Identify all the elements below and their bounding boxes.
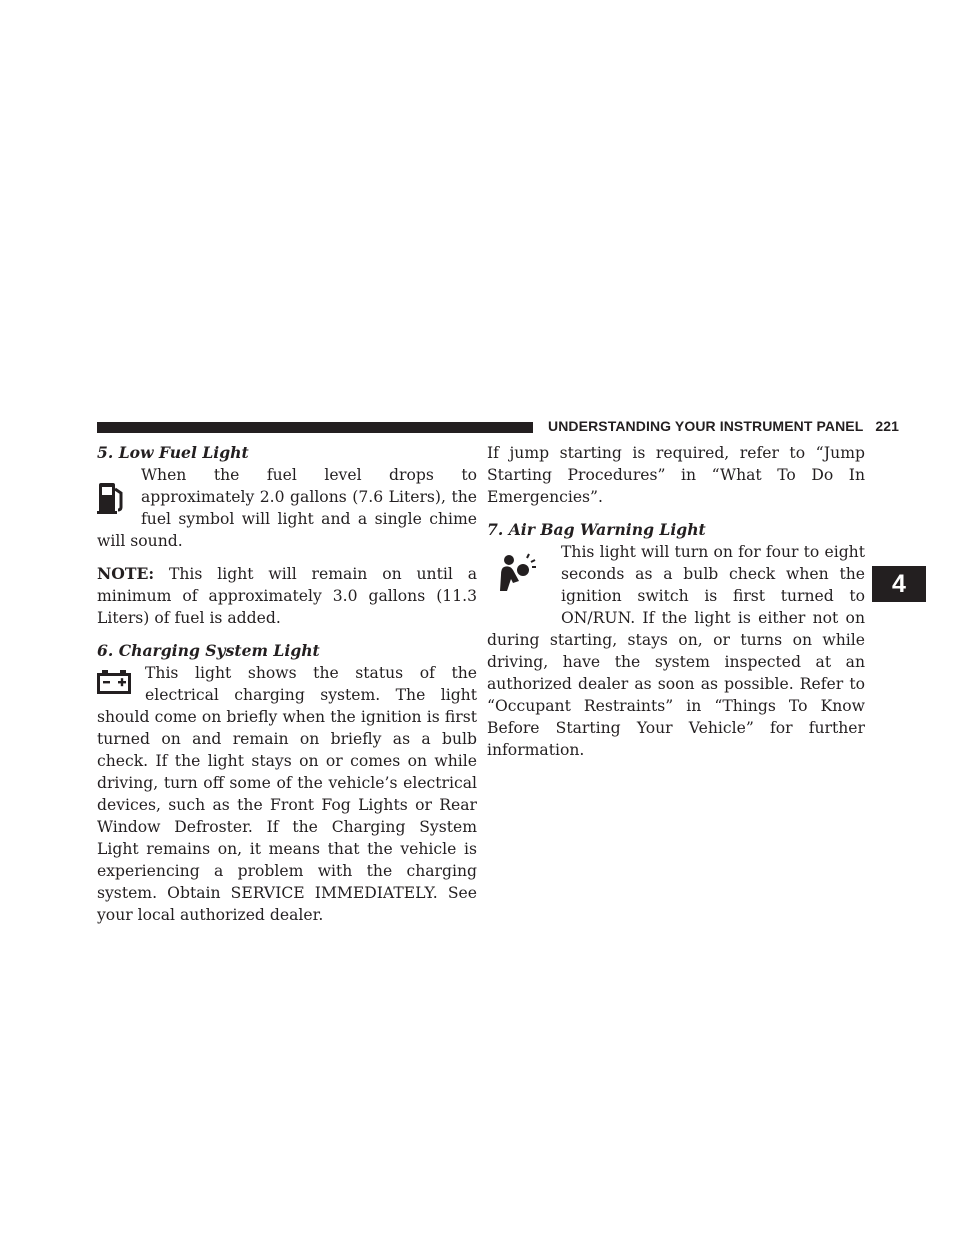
airbag-icon (497, 553, 537, 593)
section-heading-charging: 6. Charging System Light (97, 641, 320, 660)
section-heading-airbag: 7. Air Bag Warning Light (487, 520, 706, 539)
low-fuel-body: When the fuel level drops to approximately 2.0 gallons (7.6 Liters), the fuel symbol will light and a single chime will sound. (97, 466, 477, 550)
header-rule (97, 422, 533, 433)
note-label: NOTE: (97, 564, 155, 583)
fuel-pump-icon (97, 479, 127, 515)
battery-icon (97, 670, 131, 694)
section-heading-low-fuel: 5. Low Fuel Light (97, 443, 249, 462)
right-column (487, 442, 865, 761)
jump-start-body: If jump starting is required, refer to “Jump Starting Procedures” in “What To Do In Emergencies”. (487, 444, 865, 506)
page-number: 221 (875, 418, 900, 434)
chapter-tab: 4 (872, 566, 926, 602)
note-text: This light will remain on until a minimum of approximately 3.0 gallons (11.3 Liters) of fuel is added. (97, 565, 477, 627)
running-header (548, 418, 899, 434)
charging-body: This light shows the status of the electrical charging system. The light should come on briefly when the ignition is first turned on and remain on briefly as a bulb check. If the light stays on or comes on while driving, turn off some of the vehicle’s electrical devices, such as the Front Fog Lights or Rear Window Defroster. If the Charging System Light remains on, it means that the vehicle is experiencing a problem with the charging system. Obtain SERVICE IMMEDIATELY. See your local authorized dealer. (97, 664, 477, 924)
low-fuel-note (97, 563, 477, 629)
header-title: UNDERSTANDING YOUR INSTRUMENT PANEL (548, 418, 864, 434)
airbag-body: This light will turn on for four to eight seconds as a bulb check when the ignition switch is first turned to ON/RUN. If the light is either not on during starting, stays on, or turns on while driving, have the system inspected at an authorized dealer as soon as possible. Refer to “Occupant Restraints” in “Things To Know Before Starting Your Vehicle” for further information. (487, 543, 865, 759)
left-column (97, 442, 477, 926)
